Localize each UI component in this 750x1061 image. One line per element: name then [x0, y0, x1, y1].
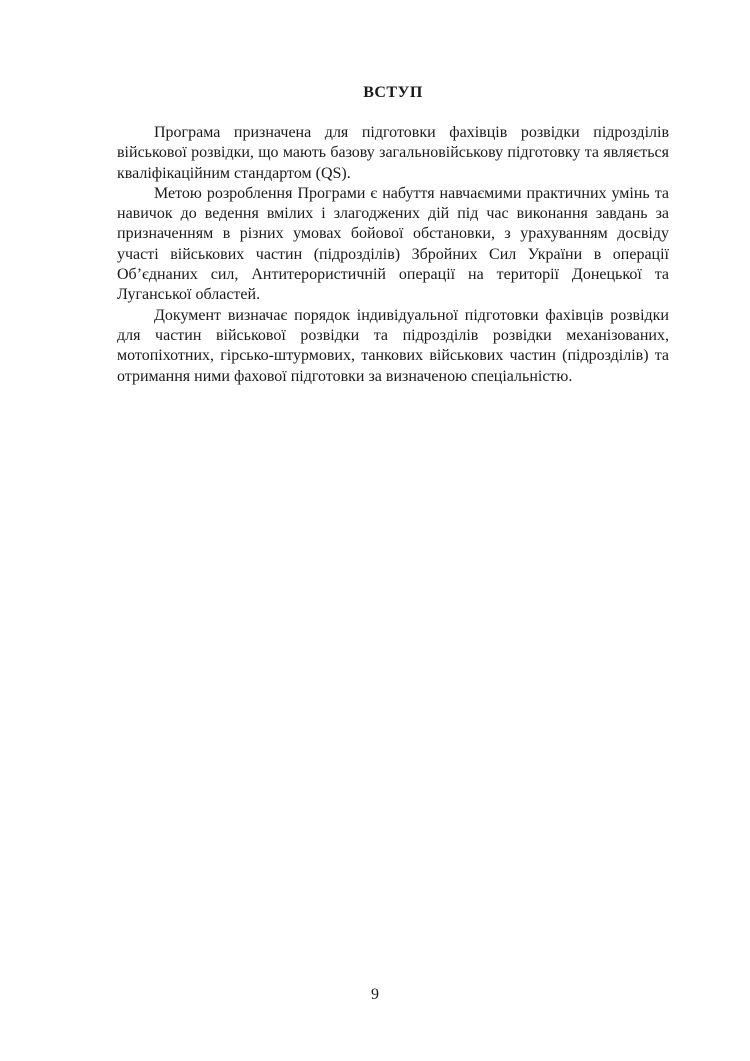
paragraph-goal: Метою розроблення Програми є набуття навчаємими практичних умінь та навичок до ведення вмілих і злагоджених дій під час виконання завдань за призначенням в різних умовах бойової обстановки, з урахуванням досвіду участі військових частин (підрозділів) Збройних Сил України в операції Об’єднаних сил, Антитерористичній операції на території Донецької та Луганської областей.: [117, 184, 669, 304]
paragraph-purpose: Програма призначена для підготовки фахівців розвідки підрозділів військової розвідки, що мають базову загальновійськову підготовку та являється кваліфікаційним стандартом (QS).: [117, 124, 669, 182]
paragraph-scope: Документ визначає порядок індивідуальної підготовки фахівців розвідки для частин військової розвідки та підрозділів розвідки механізованих, мотопіхотних, гірсько-штурмових, танкових військових частин (підрозділів) та отримання ними фахової підготовки за визначеною спеціальністю.: [117, 306, 669, 385]
body-text: [117, 123, 669, 387]
section-title: ВСТУП: [363, 84, 423, 101]
page-number: 9: [371, 986, 379, 1003]
